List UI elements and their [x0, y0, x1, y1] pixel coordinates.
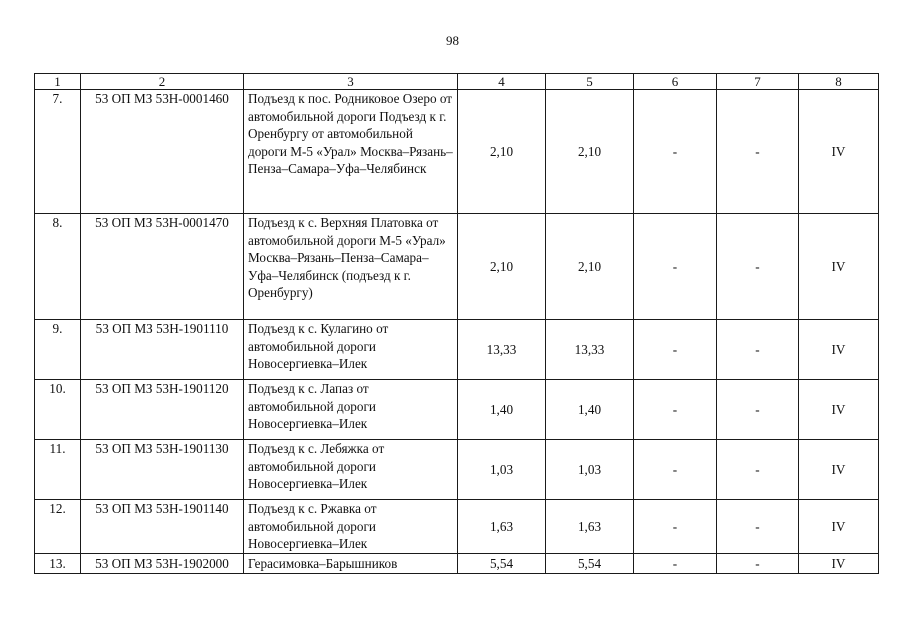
- row-number: 12.: [35, 500, 81, 554]
- value-col-5: 2,10: [546, 90, 634, 214]
- road-name: Подъезд к с. Лебяжка от автомобильной дороги Новосергиевка–Илек: [244, 440, 458, 500]
- column-header-1: 1: [35, 74, 81, 90]
- page-number: 98: [446, 33, 459, 48]
- road-name: Герасимовка–Барышников: [244, 554, 458, 574]
- value-col-5: 1,40: [546, 380, 634, 440]
- road-name: Подъезд к с. Лапаз от автомобильной дороги Новосергиевка–Илек: [244, 380, 458, 440]
- road-id: 53 ОП МЗ 53Н-1901140: [81, 500, 244, 554]
- value-col-7: -: [717, 440, 799, 500]
- table-row: [35, 440, 879, 500]
- table-row: [35, 320, 879, 380]
- value-col-7: -: [717, 554, 799, 574]
- table-row: [35, 90, 879, 214]
- value-col-5: 1,63: [546, 500, 634, 554]
- value-col-6: -: [634, 500, 717, 554]
- row-number: 7.: [35, 90, 81, 214]
- value-col-7: -: [717, 214, 799, 320]
- value-col-6: -: [634, 554, 717, 574]
- column-header-6: 6: [634, 74, 717, 90]
- table-row: [35, 500, 879, 554]
- value-col-6: -: [634, 320, 717, 380]
- value-col-6: -: [634, 440, 717, 500]
- column-header-7: 7: [717, 74, 799, 90]
- road-id: 53 ОП МЗ 53Н-1901120: [81, 380, 244, 440]
- value-col-4: 2,10: [458, 214, 546, 320]
- value-col-4: 1,40: [458, 380, 546, 440]
- road-category: IV: [799, 320, 879, 380]
- road-category: IV: [799, 214, 879, 320]
- table-row: [35, 554, 879, 574]
- road-category: IV: [799, 440, 879, 500]
- table-row: [35, 214, 879, 320]
- road-category: IV: [799, 90, 879, 214]
- table-row: [35, 380, 879, 440]
- road-name: Подъезд к с. Ржавка от автомобильной дороги Новосергиевка–Илек: [244, 500, 458, 554]
- column-header-5: 5: [546, 74, 634, 90]
- road-category: IV: [799, 554, 879, 574]
- road-id: 53 ОП МЗ 53Н-1902000: [81, 554, 244, 574]
- value-col-5: 5,54: [546, 554, 634, 574]
- value-col-6: -: [634, 90, 717, 214]
- road-id: 53 ОП МЗ 53Н-0001460: [81, 90, 244, 214]
- road-name: Подъезд к с. Кулагино от автомобильной дороги Новосергиевка–Илек: [244, 320, 458, 380]
- value-col-4: 5,54: [458, 554, 546, 574]
- row-number: 13.: [35, 554, 81, 574]
- value-col-7: -: [717, 90, 799, 214]
- roads-table: [34, 73, 879, 574]
- row-number: 10.: [35, 380, 81, 440]
- road-id: 53 ОП МЗ 53Н-1901110: [81, 320, 244, 380]
- value-col-5: 13,33: [546, 320, 634, 380]
- road-name: Подъезд к с. Верхняя Платовка от автомобильной дороги М-5 «Урал» Москва–Рязань–Пенза–Самара–Уфа–Челябинск (подъезд к г. Оренбургу): [244, 214, 458, 320]
- column-header-3: 3: [244, 74, 458, 90]
- road-id: 53 ОП МЗ 53Н-0001470: [81, 214, 244, 320]
- road-name: Подъезд к пос. Родниковое Озеро от автомобильной дороги Подъезд к г. Оренбургу от автомобильной дороги М-5 «Урал» Москва–Рязань–Пенза–Самара–Уфа–Челябинск: [244, 90, 458, 214]
- row-number: 8.: [35, 214, 81, 320]
- value-col-7: -: [717, 380, 799, 440]
- road-category: IV: [799, 380, 879, 440]
- value-col-5: 2,10: [546, 214, 634, 320]
- column-header-4: 4: [458, 74, 546, 90]
- value-col-7: -: [717, 500, 799, 554]
- road-id: 53 ОП МЗ 53Н-1901130: [81, 440, 244, 500]
- value-col-4: 1,63: [458, 500, 546, 554]
- value-col-6: -: [634, 214, 717, 320]
- column-header-8: 8: [799, 74, 879, 90]
- value-col-7: -: [717, 320, 799, 380]
- value-col-5: 1,03: [546, 440, 634, 500]
- row-number: 9.: [35, 320, 81, 380]
- value-col-6: -: [634, 380, 717, 440]
- value-col-4: 1,03: [458, 440, 546, 500]
- value-col-4: 13,33: [458, 320, 546, 380]
- column-header-2: 2: [81, 74, 244, 90]
- road-category: IV: [799, 500, 879, 554]
- value-col-4: 2,10: [458, 90, 546, 214]
- row-number: 11.: [35, 440, 81, 500]
- header-row: [35, 74, 879, 90]
